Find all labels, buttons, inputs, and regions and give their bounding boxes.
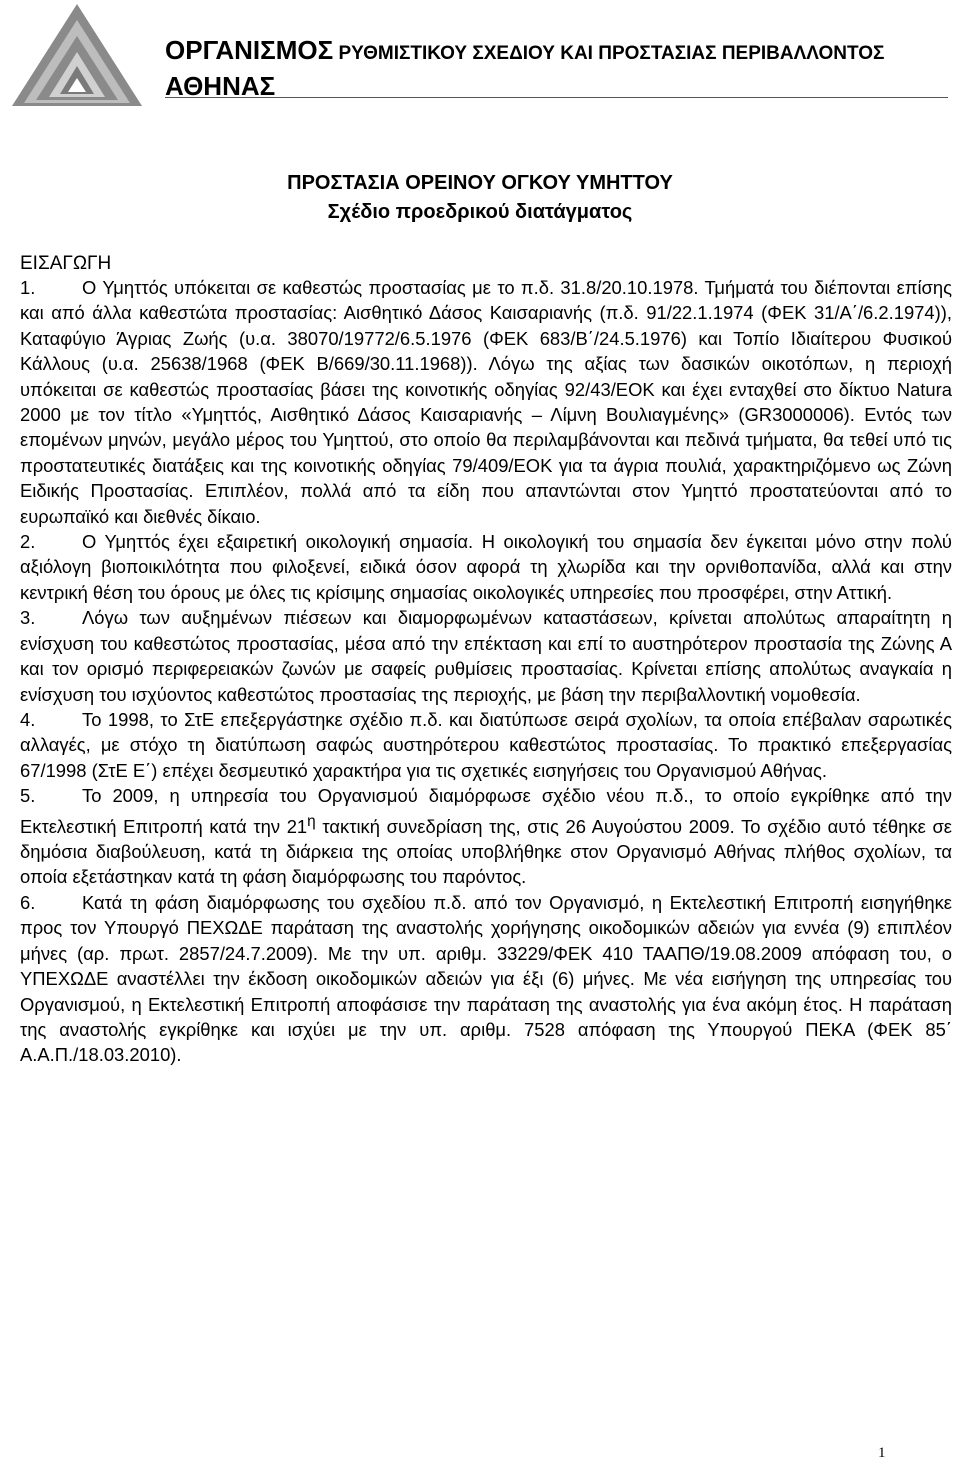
section-heading: ΕΙΣΑΓΩΓΗ [20,253,112,274]
org-name-rest: ΡΥΘΜΙΣΤΙΚΟΥ ΣΧΕΔΙΟΥ ΚΑΙ ΠΡΟΣΤΑΣΙΑΣ ΠΕΡΙΒΑΛΛΟΝΤΟΣ [333,43,885,64]
paragraph-5 [20,783,952,890]
org-name-city: ΑΘΗΝΑΣ [165,71,276,101]
header-divider [165,97,948,98]
paragraph-4 [20,707,952,783]
paragraph-6 [20,890,952,1068]
paragraph-text: Ο Υμηττός υπόκειται σε καθεστώς προστασίας με το π.δ. 31.8/20.10.1978. Τμήματά του διέπονται επίσης και από άλλα καθεστώτα προστασίας: Αισθητικό Δάσος Καισαριανής (π.δ. 91/22.1.1974 (ΦΕΚ 31/Α΄/6.2.1974)), Καταφύγιο Άγριας Ζωής (υ.α. 38070/19772/6.5.1976 (ΦΕΚ 683/Β΄/24.5.1976) και Τοπίο Ιδιαίτερου Φυσικού Κάλλους (υ.α. 25638/1968 (ΦΕΚ Β/669/30.11.1968)). Λόγω της αξίας των δασικών οικοτόπων, η περιοχή υπόκειται σε καθεστώς προστασίας βάσει της κοινοτικής οδηγίας 92/43/ΕΟΚ και έχει ενταχθεί στο δίκτυο Natura 2000 με τον τίτλο «Υμηττός, Αισθητικό Δάσος Καισαριανής – Λίμνη Βουλιαγμένης» (GR3000006). Εντός των επομένων μηνών, μεγάλο μέρος του Υμηττού, στο οποίο θα περιλαμβάνονται και πεδινά τμήματα, θα τεθεί υπό τις προστατευτικές διατάξεις και της κοινοτικής οδηγίας 79/409/ΕΟΚ για τα άγρια πουλιά, χαρακτηριζόμενο ως Ζώνη Ειδικής Προστασίας. Επιπλέον, πολλά από τα είδη που απαντώνται στον Υμηττό προστατεύονται από το ευρωπαϊκό και διεθνές δίκαιο. [20,277,952,527]
paragraph-number: 1. [20,277,36,298]
paragraph-2 [20,529,952,605]
paragraph-number: 6. [20,891,36,913]
paragraph-1 [20,275,952,529]
paragraph-number: 4. [20,708,36,730]
paragraph-text: Ο Υμηττός έχει εξαιρετική οικολογική σημασία. Η οικολογική του σημασία δεν έγκειται μόνο στην πολύ αξιόλογη βιοποικιλότητα που φιλοξενεί, ειδικά όσον αφορά τη χλωρίδα και την ορνιθοπανίδα, αλλά και στην κεντρική θέση του όρους με όλες τις κρίσιμης σημασίας οικολογικές υπηρεσίες που προσφέρει, στην Αττική. [20,531,952,603]
paragraph-text-start: Το 2009, η υπηρεσία του Οργανισμού διαμόρφωσε σχέδιο νέου π.δ., το οποίο εγκρίθηκε από την Εκτελεστική Επιτροπή κατά την 21 [20,785,952,837]
paragraph-text-end: τακτική συνεδρίαση της, στις 26 Αυγούστου 2009. Το σχέδιο αυτό τέθηκε σε δημόσια διαβούλευση, κατά τη διάρκεια της οποίας υποβλήθηκε στον Οργανισμό Αθήνας πλήθος σχολίων, τα οποία εξετάστηκαν κατά τη φάση διαμόρφωσης του παρόντος. [20,815,952,888]
document-subtitle: Σχέδιο προεδρικού διατάγματος [327,201,633,223]
paragraph-text: Λόγω των αυξημένων πιέσεων και διαμορφωμένων καταστάσεων, κρίνεται απολύτως απαραίτητη η ενίσχυση του καθεστώτος προστασίας, μέσα από την επέκταση και επί το αυστηρότερον προστασία της Ζώνης Α και τον ορισμό περιφερειακών ζωνών με σαφείς ρυθμίσεις προστασίας. Κρίνεται επίσης απολύτως αναγκαία η ενίσχυση του ισχύοντος καθεστώτος προστασίας της περιοχής, με βάση την περιβαλλοντική νομοθεσία. [20,607,952,705]
paragraph-number: 2. [20,531,36,553]
ordinal-superscript: η [307,812,316,830]
paragraph-3 [20,605,952,707]
paragraph-number: 5. [20,785,36,807]
organization-name [165,33,955,102]
document-body [20,275,952,1068]
page-number: 1 [878,1445,886,1461]
paragraph-number: 3. [20,607,36,629]
org-name-first-word: ΟΡΓΑΝΙΣΜΟΣ [165,35,334,65]
paragraph-text: Το 1998, το ΣτΕ επεξεργάστηκε σχέδιο π.δ. και διατύπωσε σειρά σχολίων, τα οποία επέβαλαν σαρωτικές αλλαγές, με στόχο τη διατύπωση σαφώς αυστηρότερου καθεστώτος προστασίας. Το πρακτικό επεξεργασίας 67/1998 (ΣτΕ Ε΄) επέχει δεσμευτικό χαρακτήρα για τις σχετικές εισηγήσεις του Οργανισμού Αθήνας. [20,708,952,781]
organization-logo [2,0,152,112]
paragraph-text: Κατά τη φάση διαμόρφωσης του σχεδίου π.δ. από τον Οργανισμό, η Εκτελεστική Επιτροπή εισηγήθηκε προς τον Υπουργό ΠΕΧΩΔΕ παράταση της αναστολής χορήγησης οικοδομικών αδειών για εννέα (9) επιπλέον μήνες (αρ. πρωτ. 2857/24.7.2009). Με την υπ. αριθμ. 33229/ΦΕΚ 410 ΤΑΑΠΘ/19.08.2009 απόφαση του, ο ΥΠΕΧΩΔΕ αναστέλλει την έκδοση οικοδομικών αδειών για έξι (6) μήνες. Με νέα εισήγηση της υπηρεσίας του Οργανισμού, η Εκτελεστική Επιτροπή αποφάσισε την παράταση της αναστολής για ένα ακόμη έτος. Η παράταση της αναστολής εγκρίθηκε και ισχύει με την υπ. αριθμ. 7528 απόφαση της Υπουργού ΠΕΚΑ (ΦΕΚ 85΄ Α.Α.Π./18.03.2010). [20,891,952,1066]
document-title: ΠΡΟΣΤΑΣΙΑ ΟΡΕΙΝΟΥ ΟΓΚΟΥ ΥΜΗΤΤΟΥ [287,172,673,194]
